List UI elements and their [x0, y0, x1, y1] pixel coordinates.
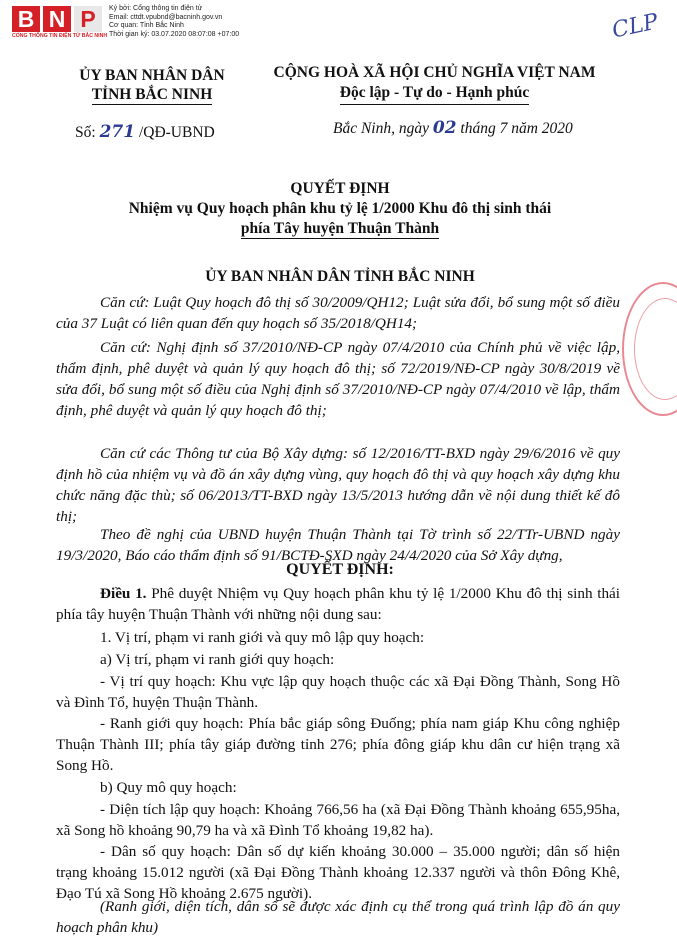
item-1b: b) Quy mô quy hoạch:	[100, 779, 237, 796]
number-suffix: /QĐ-UBND	[138, 124, 215, 141]
item-boundary: - Ranh giới quy hoạch: Phía bắc giáp sông Đuống; phía nam giáp Khu công nghiệp Thuận Thành III; phía tây giáp đường tỉnh 276; phía đông giáp khu dân cư hiện trạng xã Song Hồ.	[56, 715, 620, 774]
logo-letter-b: B	[12, 6, 40, 32]
preamble-4: Theo đề nghị của UBND huyện Thuận Thành tại Tờ trình số 22/TTr-UBND ngày 19/3/2020, Báo cáo thẩm định số 91/BCTĐ-SXD ngày 24/4/2020 của Sở Xây dựng,	[56, 526, 620, 564]
issuing-organization	[63, 66, 241, 104]
org-line1: ỦY BAN NHÂN DÂN	[79, 67, 225, 84]
preamble-3: Căn cứ các Thông tư của Bộ Xây dựng: số 12/2016/TT-BXD ngày 29/6/2016 về quy định hồ của nhiệm vụ và đồ án xây dựng vùng, quy hoạch đô thị và quy hoạch xây dựng khu chức năng đặc thù; số 06/2013/TT-BXD ngày 13/5/2013 hướng dẫn về nội dung thiết kế đô thị;	[56, 445, 620, 525]
digital-signature-info	[109, 5, 239, 39]
number-prefix: Số:	[75, 124, 96, 141]
article-1	[56, 583, 620, 625]
nation-motto: Độc lập - Tự do - Hạnh phúc	[340, 83, 529, 105]
decide-heading: QUYẾT ĐỊNH:	[286, 561, 394, 578]
item-location: - Vị trí quy hoạch: Khu vực lập quy hoạch thuộc các xã Đại Đồng Thành, Song Hồ và Đình Tổ, huyện Thuận Thành.	[56, 673, 620, 711]
nation-line1: CỘNG HOÀ XÃ HỘI CHỦ NGHĨA VIỆT NAM	[273, 64, 596, 81]
item-population: - Dân số quy hoạch: Dân số dự kiến khoảng 30.000 – 35.000 người; dân số hiện trạng khoảng 15.012 người (xã Đại Đồng Thành khoảng 12.337 người và thôn Đông Khê, Đạo Tú xã Song Hồ khoảng 2.675 người).	[56, 843, 620, 902]
decision-subtitle-2: phía Tây huyện Thuận Thành	[240, 220, 440, 237]
number-value: 271	[99, 122, 136, 142]
signature-signer: Ký bởi: Cổng thông tin điện tử	[109, 5, 203, 12]
decision-title-block	[60, 179, 620, 239]
portal-logo	[12, 6, 108, 39]
preamble-1: Căn cứ: Luật Quy hoạch đô thị số 30/2009/QH12; Luật sửa đổi, bổ sung một số điều của 37 Luật có liên quan đến quy hoạch số 35/2018/QH14;	[56, 294, 620, 332]
article-1-label: Điều 1.	[100, 585, 147, 602]
item-area: - Diện tích lập quy hoạch: Khoảng 766,56 ha (xã Đại Đồng Thành khoảng 655,95ha, xã Song hồ khoảng 90,79 ha và xã Đình Tổ khoảng 19,82 ha).	[56, 801, 620, 839]
council-heading: ỦY BAN NHÂN DÂN TỈNH BẮC NINH	[205, 268, 475, 285]
logo-letter-n: N	[43, 6, 71, 32]
note: (Ranh giới, diện tích, dân số sẽ được xác định cụ thể trong quá trình lập đồ án quy hoạch phân khu)	[56, 898, 620, 936]
date-place: Bắc Ninh, ngày	[333, 120, 429, 137]
article-1-text: Phê duyệt Nhiệm vụ Quy hoạch phân khu tỷ lệ 1/2000 Khu đô thị sinh thái phía tây huyện Thuận Thành với những nội dung sau:	[56, 585, 621, 623]
logo-letter-p: P	[74, 6, 102, 32]
document-date	[333, 118, 573, 138]
logo-subtitle: CỔNG THÔNG TIN ĐIỆN TỬ BẮC NINH	[12, 33, 108, 39]
item-1: 1. Vị trí, phạm vi ranh giới và quy mô lập quy hoạch:	[100, 629, 425, 646]
document-number	[75, 122, 215, 142]
signature-email: Email: cttdt.vpubnd@bacninh.gov.vn	[109, 13, 223, 21]
date-rest: tháng 7 năm 2020	[460, 120, 573, 137]
national-header	[262, 63, 607, 105]
signature-time: Thời gian ký: 03.07.2020 08:07:08 +07:00	[109, 30, 240, 38]
signature-agency: Cơ quan: Tỉnh Bắc Ninh	[109, 22, 184, 30]
handwritten-mark: CLP	[609, 9, 661, 44]
org-line2: TỈNH BẮC NINH	[91, 86, 213, 103]
decision-subtitle-1: Nhiệm vụ Quy hoạch phân khu tỷ lệ 1/2000 Khu đô thị sinh thái	[128, 200, 552, 217]
item-1a: a) Vị trí, phạm vi ranh giới quy hoạch:	[100, 651, 335, 668]
decision-title: QUYẾT ĐỊNH	[290, 180, 390, 197]
date-day: 02	[432, 118, 457, 138]
preamble-2: Căn cứ: Nghị định số 37/2010/NĐ-CP ngày 07/4/2010 của Chính phủ về việc lập, thẩm định, phê duyệt và quản lý quy hoạch đô thị; số 72/2019/NĐ-CP ngày 30/8/2019 về sửa đổi, bổ sung một số điều của Nghị định số 37/2010/NĐ-CP ngày 07/4/2010 về lập, thẩm định, phê duyệt và quản lý quy hoạch đô thị;	[56, 339, 620, 419]
